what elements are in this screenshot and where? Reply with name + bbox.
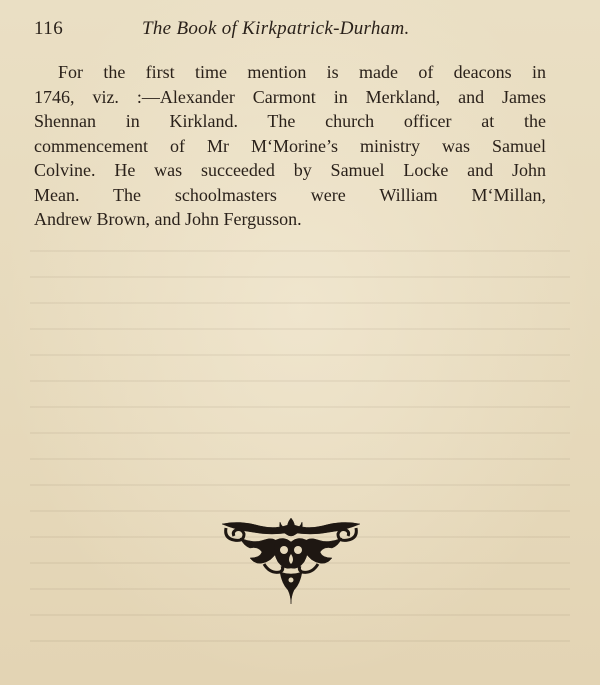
text-line: commencement of Mr M‘Morine’s ministry was Samuel (34, 135, 546, 156)
text-line: Andrew Brown, and John Fergusson. (34, 209, 302, 229)
fleuron-ornament-icon (220, 518, 362, 604)
page-number: 116 (34, 18, 64, 39)
text-line: 1746, viz. :—Alexander Carmont in Merkland, and James (34, 86, 546, 107)
text-line: Colvine. He was succeeded by Samuel Locke and John (34, 160, 546, 180)
body-paragraph (34, 60, 546, 232)
text-line: Mean. The schoolmasters were William M‘Millan, (34, 184, 546, 205)
text-line: Shennan in Kirkland. The church officer at the (34, 111, 546, 131)
text-line: For the first time mention is made of deacons in (58, 62, 546, 82)
running-title: The Book of Kirkpatrick-Durham. (142, 18, 410, 39)
running-head (34, 18, 554, 44)
